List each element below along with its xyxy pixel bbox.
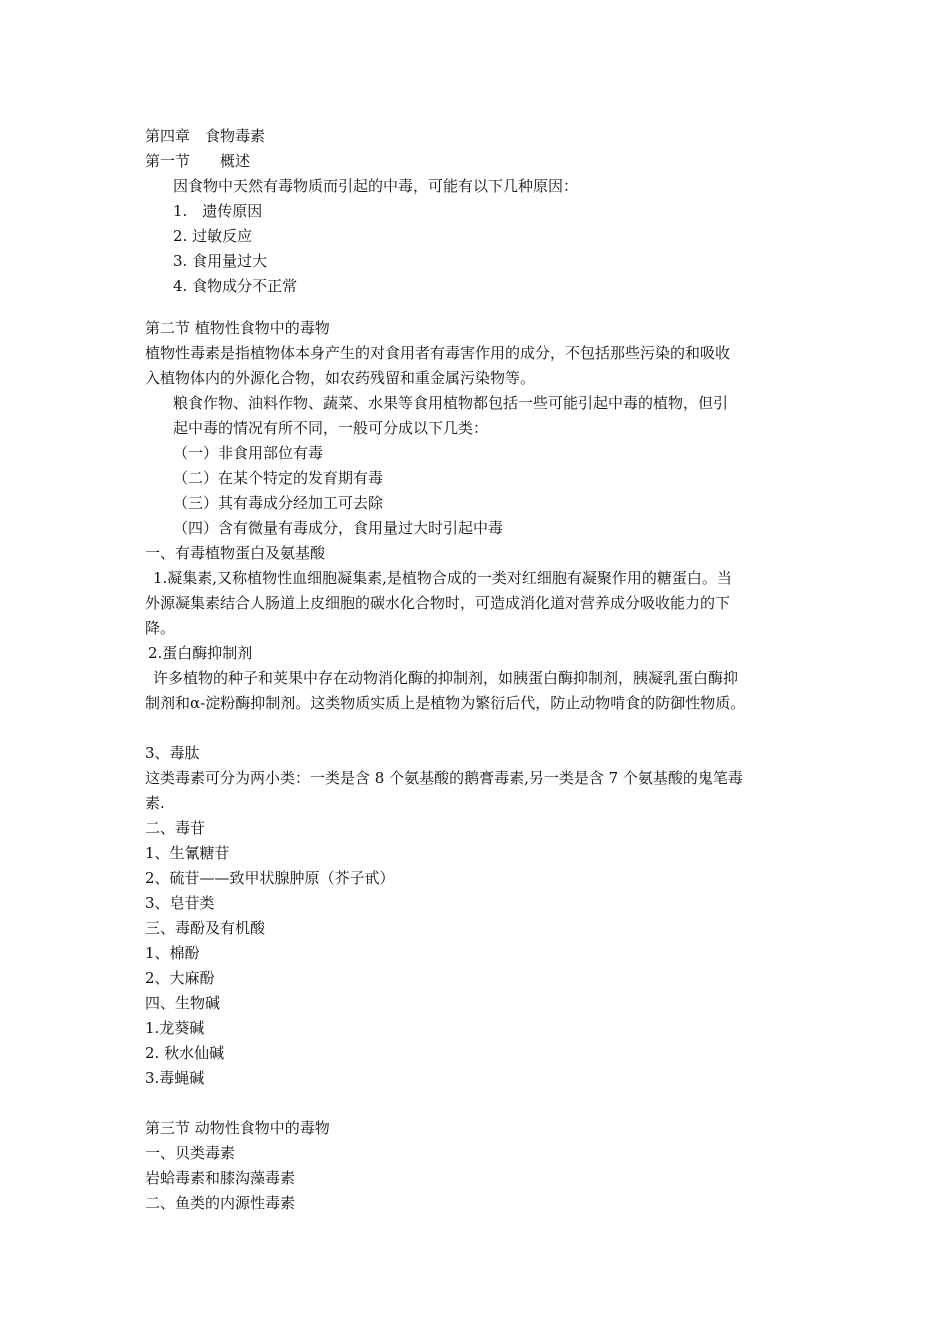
subheading: 一、贝类毒素: [145, 1144, 236, 1162]
list-item: 2、硫苷——致甲状腺肿原（芥子甙）: [145, 869, 395, 887]
item-title: 2.蛋白酶抑制剂: [148, 644, 253, 662]
document-body: [145, 124, 825, 1216]
list-item: 1、生氰糖苷: [145, 844, 230, 862]
list-item: 3. 食用量过大: [173, 252, 268, 270]
paragraph-line: 降。: [145, 619, 176, 637]
list-item: 2. 秋水仙碱: [145, 1044, 225, 1062]
paragraph-line: 许多植物的种子和荚果中存在动物消化酶的抑制剂，如胰蛋白酶抑制剂，胰凝乳蛋白酶抑: [153, 669, 739, 687]
category-item: （三）其有毒成分经加工可去除: [173, 494, 384, 512]
item-title: 3、毒肽: [145, 744, 200, 762]
subheading: 四、生物碱: [145, 994, 221, 1012]
paragraph-line: 入植物体内的外源化合物，如农药残留和重金属污染物等。: [145, 369, 536, 387]
paragraph-line: 植物性毒素是指植物体本身产生的对食用者有毒害作用的成分，不包括那些污染的和吸收: [145, 344, 731, 362]
paragraph-line: 外源凝集素结合人肠道上皮细胞的碳水化合物时，可造成消化道对营养成分吸收能力的下: [145, 594, 731, 612]
chapter-title: 第四章 食物毒素: [145, 127, 266, 145]
list-item: 4. 食物成分不正常: [173, 277, 298, 295]
section-1-intro: 因食物中天然有毒物质而引起的中毒，可能有以下几种原因：: [173, 177, 579, 195]
list-item: 2. 过敏反应: [173, 227, 253, 245]
subheading: 三、毒酚及有机酸: [145, 919, 266, 937]
list-item: 2、大麻酚: [145, 969, 215, 987]
category-item: （二）在某个特定的发育期有毒: [173, 469, 384, 487]
paragraph-line: 粮食作物、油料作物、蔬菜、水果等食用植物都包括一些可能引起中毒的植物，但引: [173, 394, 729, 412]
list-item: 1.龙葵碱: [145, 1019, 205, 1037]
list-item: 3、皂苷类: [145, 894, 215, 912]
subheading: 二、毒苷: [145, 819, 206, 837]
paragraph-line: 制剂和α-淀粉酶抑制剂。这类物质实质上是植物为繁衍后代，防止动物啃食的防御性物质。: [145, 694, 746, 712]
paragraph-line: 起中毒的情况有所不同，一般可分成以下几类：: [173, 419, 489, 437]
list-item: 1. 遗传原因: [173, 202, 263, 220]
section-1-title: 第一节 概述: [145, 152, 251, 170]
paragraph-line: 岩蛤毒素和膝沟藻毒素: [145, 1169, 296, 1187]
list-item: 3.毒蝇碱: [145, 1069, 205, 1087]
paragraph-line: 这类毒素可分为两小类：一类是含 8 个氨基酸的鹅膏毒素,另一类是含 7 个氨基酸的鬼笔毒: [145, 769, 743, 787]
section-3-title: 第三节 动物性食物中的毒物: [145, 1119, 330, 1137]
section-2-title: 第二节 植物性食物中的毒物: [145, 319, 330, 337]
category-item: （一）非食用部位有毒: [173, 444, 324, 462]
subheading: 二、鱼类的内源性毒素: [145, 1194, 296, 1212]
category-item: （四）含有微量有毒成分，食用量过大时引起中毒: [173, 519, 504, 537]
list-item: 1、棉酚: [145, 944, 200, 962]
subheading: 一、有毒植物蛋白及氨基酸: [145, 544, 326, 562]
paragraph-line: 素.: [145, 794, 165, 812]
paragraph-line: 1.凝集素,又称植物性血细胞凝集素,是植物合成的一类对红细胞有凝聚作用的糖蛋白。当: [153, 569, 732, 587]
